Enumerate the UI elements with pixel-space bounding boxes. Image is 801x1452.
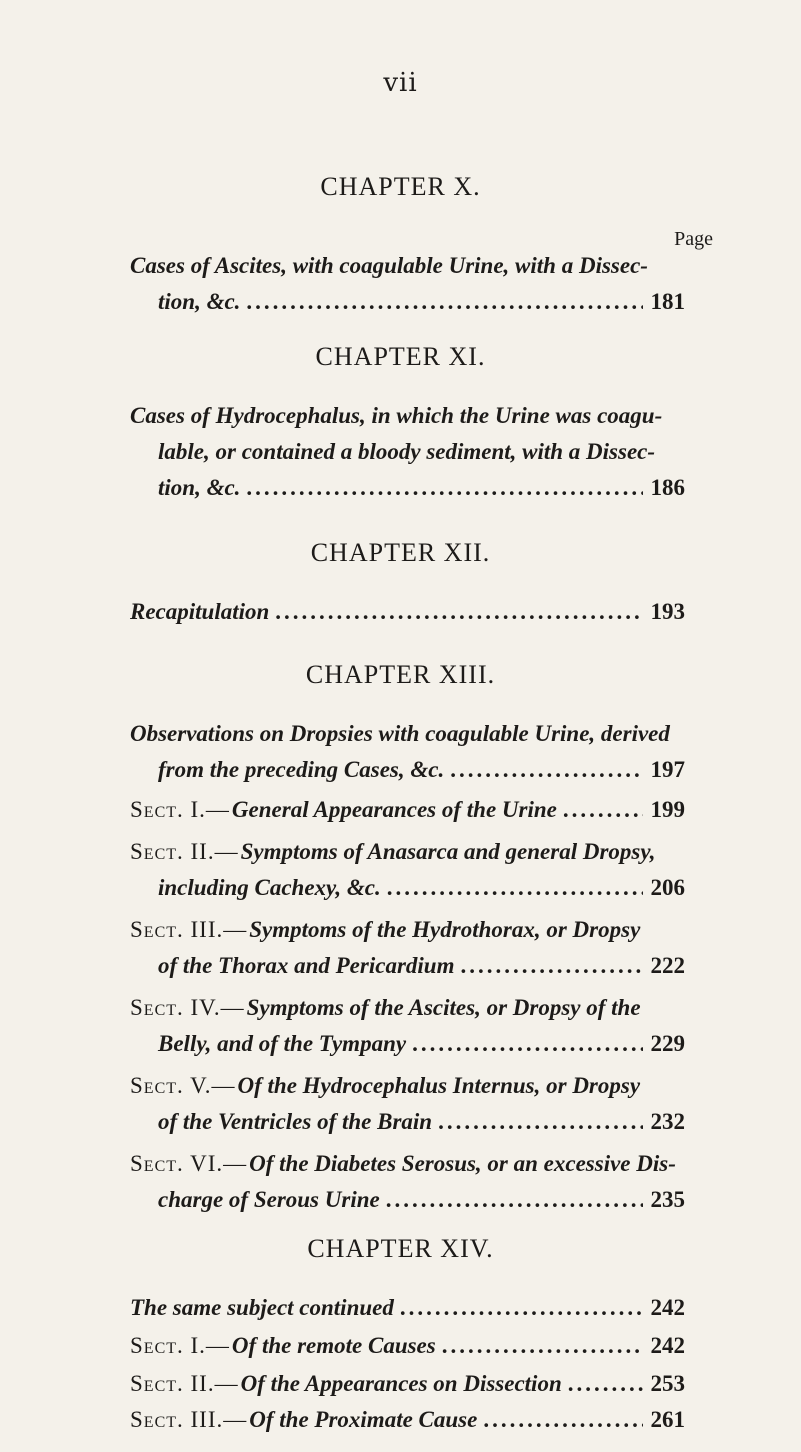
toc-entry — [130, 792, 685, 828]
entry-page-number: 206 — [650, 875, 685, 900]
toc-entry — [130, 594, 685, 630]
entry-title-line: tion, &c. — [158, 289, 241, 314]
dot-leader — [438, 1104, 643, 1140]
chapter-heading: CHAPTER XI. — [315, 342, 486, 371]
toc-entry — [130, 912, 685, 984]
dot-leader — [275, 594, 643, 630]
entry-page-number: 181 — [650, 289, 685, 314]
entry-page-number: 235 — [650, 1187, 685, 1212]
dot-leader — [386, 1182, 643, 1218]
dot-leader — [400, 1290, 643, 1326]
entry-page-number: 232 — [650, 1109, 685, 1134]
entry-page-number: 222 — [650, 953, 685, 978]
toc-entry — [130, 834, 685, 906]
chapter-heading: CHAPTER XIII. — [305, 660, 496, 689]
entry-title-line: Of the Proximate Cause — [249, 1407, 478, 1432]
entry-title-line: General Appearances of the Urine — [231, 797, 557, 822]
entry-title-line: from the preceding Cases, &c. — [158, 757, 445, 782]
entry-title-line: tion, &c. — [158, 475, 241, 500]
entry-page-number: 199 — [650, 797, 685, 822]
entry-title-line: including Cachexy, &c. — [158, 875, 381, 900]
section-label: Sect. III.— — [130, 1407, 248, 1432]
toc-entry — [130, 1328, 685, 1364]
toc-entry — [130, 1366, 685, 1402]
page-column-label: Page — [674, 228, 713, 250]
entry-title-line: Of the Hydrocephalus Internus, or Dropsy — [237, 1073, 641, 1098]
dot-leader — [483, 1402, 643, 1438]
entry-title-line: lable, or contained a bloody sediment, with a Dissec- — [158, 439, 656, 464]
toc-entry — [130, 398, 685, 506]
section-label: Sect. I.— — [130, 797, 230, 822]
toc-entry — [130, 248, 685, 320]
entry-page-number: 193 — [650, 599, 685, 624]
entry-page-number: 186 — [650, 475, 685, 500]
section-label: Sect. I.— — [130, 1333, 230, 1358]
section-label: Sect. II.— — [130, 1371, 239, 1396]
entry-title-line: charge of Serous Urine — [158, 1187, 380, 1212]
section-label: Sect. II.— — [130, 839, 239, 864]
entry-page-number: 229 — [650, 1031, 685, 1056]
dot-leader — [450, 752, 643, 788]
entry-title-line: Symptoms of the Hydrothorax, or Dropsy — [249, 917, 641, 942]
dot-leader — [460, 948, 643, 984]
entry-title-line: The same subject continued — [130, 1295, 394, 1320]
entry-title-line: Cases of Hydrocephalus, in which the Urine was coagu- — [130, 403, 663, 428]
chapter-heading: CHAPTER X. — [320, 172, 481, 201]
entry-title-line: Of the Diabetes Serosus, or an excessive Dis- — [249, 1151, 676, 1176]
chapter-heading: CHAPTER XII. — [310, 538, 491, 567]
entry-page-number: 253 — [650, 1371, 685, 1396]
dot-leader — [563, 792, 643, 828]
entry-page-number: 261 — [650, 1407, 685, 1432]
entry-title-line: of the Thorax and Pericardium — [158, 953, 455, 978]
dot-leader — [412, 1026, 643, 1062]
entry-page-number: 242 — [650, 1333, 685, 1358]
dot-leader — [246, 284, 643, 320]
entry-title-line: of the Ventricles of the Brain — [158, 1109, 433, 1134]
toc-entry — [130, 1068, 685, 1140]
entry-title-line: Belly, and of the Tympany — [158, 1031, 407, 1056]
toc-entry — [130, 716, 685, 788]
entry-page-number: 197 — [650, 757, 685, 782]
entry-title-line: Cases of Ascites, with coagulable Urine, with a Dissec- — [130, 253, 648, 278]
dot-leader — [246, 470, 643, 506]
entry-title-line: Of the remote Causes — [231, 1333, 436, 1358]
entry-title-line: Recapitulation — [130, 599, 270, 624]
section-label: Sect. III.— — [130, 917, 248, 942]
toc-entry — [130, 990, 685, 1062]
dot-leader — [442, 1328, 643, 1364]
dot-leader — [387, 870, 643, 906]
entry-page-number: 242 — [650, 1295, 685, 1320]
section-label: Sect. VI.— — [130, 1151, 248, 1176]
section-label: Sect. V.— — [130, 1073, 236, 1098]
section-label: Sect. IV.— — [130, 995, 245, 1020]
entry-title-line: Of the Appearances on Dissection — [240, 1371, 562, 1396]
entry-title-line: Symptoms of the Ascites, or Dropsy of the — [246, 995, 641, 1020]
toc-entry — [130, 1402, 685, 1438]
chapter-heading: CHAPTER XIV. — [307, 1234, 494, 1263]
entry-title-line: Symptoms of Anasarca and general Dropsy, — [240, 839, 656, 864]
toc-entry — [130, 1146, 685, 1218]
entry-title-line: Observations on Dropsies with coagulable Urine, derived — [130, 721, 670, 746]
dot-leader — [568, 1366, 643, 1402]
page-number: vii — [383, 68, 418, 98]
toc-entry — [130, 1290, 685, 1326]
